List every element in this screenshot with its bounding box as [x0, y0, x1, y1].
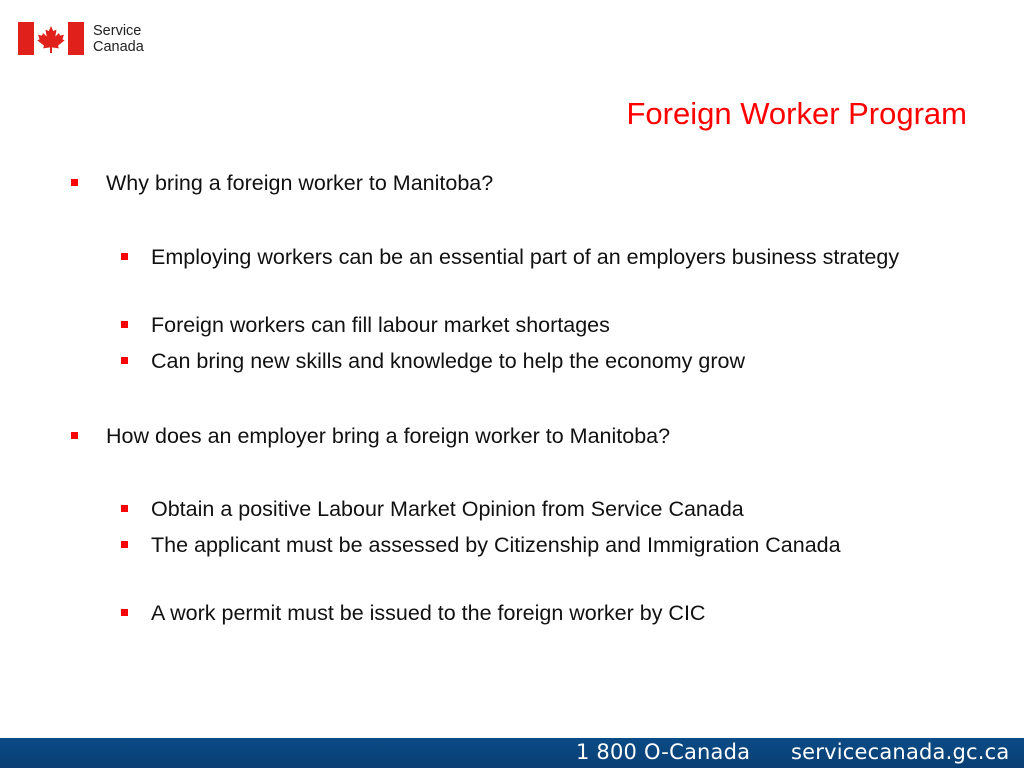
section-heading-text: Why bring a foreign worker to Manitoba?	[106, 171, 494, 195]
list-item-text: Employing workers can be an essential part of an employers business strategy	[151, 245, 900, 269]
list-item-text: The applicant must be assessed by Citizenship and Immigration Canada	[151, 533, 841, 557]
list-item	[151, 598, 961, 629]
list-item-text: Can bring new skills and knowledge to help the economy grow	[151, 349, 745, 373]
slide-title: Foreign Worker Program	[626, 96, 967, 131]
list-item	[151, 346, 961, 377]
bullet-square-icon	[71, 179, 78, 186]
section-heading-text: How does an employer bring a foreign worker to Manitoba?	[106, 424, 671, 448]
list-item-text: Obtain a positive Labour Market Opinion from Service Canada	[151, 497, 744, 521]
list-item-text: Foreign workers can fill labour market shortages	[151, 313, 610, 337]
footer-phone: 1 800 O-Canada	[576, 740, 751, 764]
list-item	[151, 494, 961, 525]
bullet-square-icon	[121, 253, 128, 260]
logo-line-canada: Canada	[93, 38, 144, 55]
bullet-square-icon	[121, 505, 128, 512]
section-heading-how	[106, 421, 670, 452]
logo-line-service: Service	[93, 22, 142, 39]
section-heading-why	[106, 168, 493, 199]
bullet-square-icon	[121, 357, 128, 364]
list-item-text: A work permit must be issued to the foreign worker by CIC	[151, 601, 706, 625]
footer-bar	[0, 738, 1024, 768]
bullet-square-icon	[71, 432, 78, 439]
list-item	[151, 310, 961, 341]
bullet-square-icon	[121, 541, 128, 548]
list-item	[151, 530, 911, 561]
footer-url: servicecanada.gc.ca	[791, 740, 1010, 764]
bullet-square-icon	[121, 321, 128, 328]
bullet-square-icon	[121, 609, 128, 616]
list-item	[151, 242, 961, 273]
